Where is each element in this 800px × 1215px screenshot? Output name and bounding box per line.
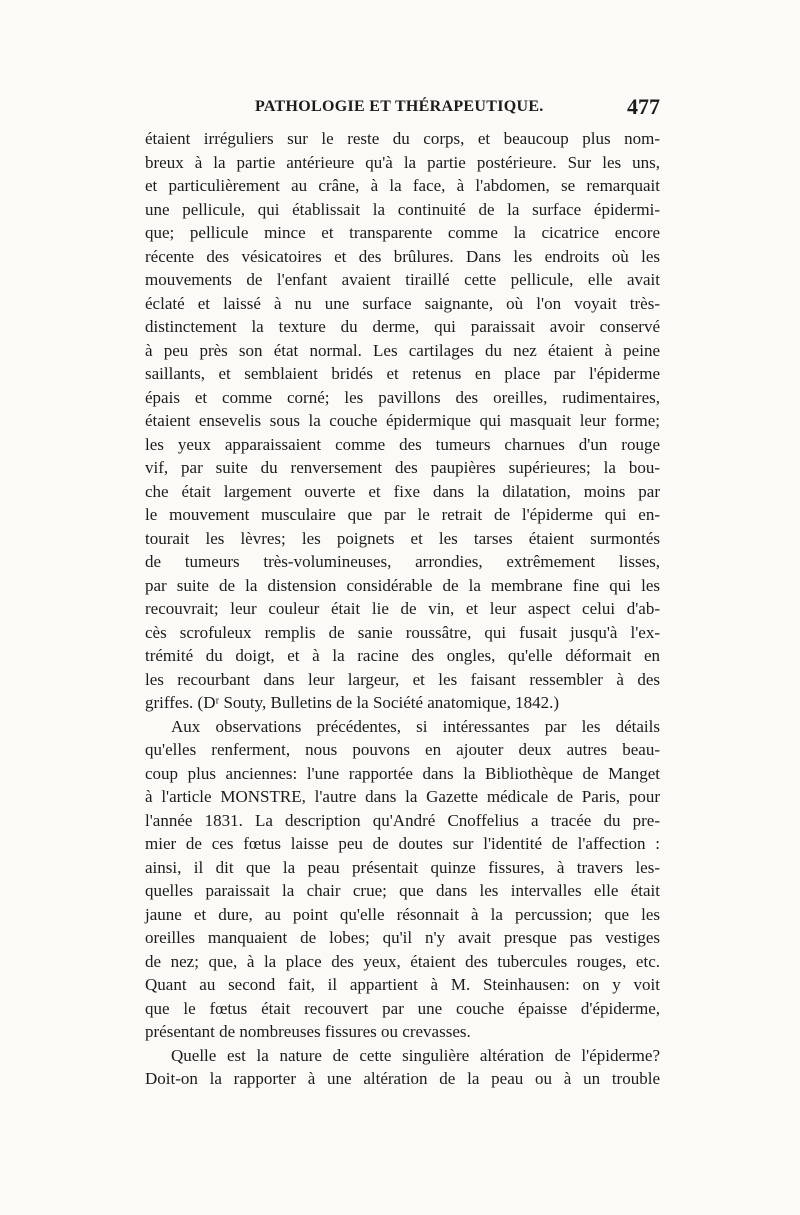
page-header [145,96,660,122]
running-title: PATHOLOGIE ET THÉRAPEUTIQUE. [255,98,544,115]
text-line: quelles paraissait la chair crue; que dans les intervalles elle était [145,881,660,900]
text-line: de nez; que, à la place des yeux, étaient des tubercules rouges, etc. [145,951,660,971]
text-line: le mouvement musculaire que par le retrait de l'épiderme qui en- [145,505,660,524]
text-line: que; pellicule mince et transparente comme la cicatrice encore [145,223,660,242]
text-line: l'année 1831. La description qu'André Cnoffelius a tracée du pre- [145,810,660,830]
text-line: tourait les lèvres; les poignets et les tarses étaient surmontés [145,528,660,548]
text-line: présentant de nombreuses fissures ou crevasses. [145,1022,471,1041]
text-line: griffes. (Dʳ Souty, Bulletins de la Société anatomique, 1842.) [145,693,559,712]
text-line: breux à la partie antérieure qu'à la partie postérieure. Sur les uns, [145,152,660,172]
text-line: coup plus anciennes: l'une rapportée dans la Bibliothèque de Manget [145,763,660,783]
text-line: récente des vésicatoires et des brûlures. Dans les endroits où les [145,246,660,266]
text-line: Doit-on la rapporter à une altération de la peau ou à un trouble [145,1069,660,1088]
text-line: à peu près son état normal. Les cartilages du nez étaient à peine [145,340,660,360]
paragraph-start-line: Quelle est la nature de cette singulière altération de l'épiderme? [171,1045,660,1065]
text-line: che était largement ouverte et fixe dans la dilatation, moins par [145,481,660,501]
text-line: cès scrofuleux remplis de sanie roussâtre, qui fusait jusqu'à l'ex- [145,622,660,642]
text-line: trémité du doigt, et à la racine des ongles, qu'elle déformait en [145,646,660,665]
text-line: une pellicule, qui établissait la continuité de la surface épidermi- [145,199,660,219]
text-line: mouvements de l'enfant avaient tiraillé cette pellicule, elle avait [145,270,660,289]
text-line: de tumeurs très-volumineuses, arrondies, extrêmement lisses, [145,552,660,571]
text-line: saillants, et semblaient bridés et retenus en place par l'épiderme [145,364,660,383]
text-line: ainsi, il dit que la peau présentait quinze fissures, à travers les- [145,857,660,877]
text-line: épais et comme corné; les pavillons des oreilles, rudimentaires, [145,387,660,407]
text-line: distinctement la texture du derme, qui paraissait avoir conservé [145,317,660,336]
text-line: qu'elles renferment, nous pouvons en ajouter deux autres beau- [145,740,660,759]
text-line: Quant au second fait, il appartient à M. Steinhausen: on y voit [145,975,660,994]
text-line: les recourbant dans leur largeur, et les faisant ressembler à des [145,669,660,689]
text-line: mier de ces fœtus laisse peu de doutes sur l'identité de l'affection : [145,834,660,853]
text-line: et particulièrement au crâne, à la face, à l'abdomen, se remarquait [145,176,660,195]
text-line: que le fœtus était recouvert par une couche épaisse d'épiderme, [145,998,660,1018]
page-number: 477 [627,94,660,119]
text-line: les yeux apparaissaient comme des tumeurs charnues d'un rouge [145,434,660,454]
text-line: par suite de la distension considérable de la membrane fine qui les [145,575,660,595]
paragraph-start-line: Aux observations précédentes, si intéressantes par les détails [171,716,660,736]
text-line: vif, par suite du renversement des paupières supérieures; la bou- [145,458,660,477]
text-line: éclaté et laissé à nu une surface saignante, où l'on voyait très- [145,293,660,313]
text-line: étaient irréguliers sur le reste du corps, et beaucoup plus nom- [145,129,660,148]
text-line: à l'article MONSTRE, l'autre dans la Gazette médicale de Paris, pour [145,787,660,806]
text-line: oreilles manquaient de lobes; qu'il n'y avait presque pas vestiges [145,928,660,947]
body-text [145,127,660,1091]
text-line: étaient ensevelis sous la couche épidermique qui masquait leur forme; [145,411,660,430]
text-line: recouvrait; leur couleur était lie de vin, et leur aspect celui d'ab- [145,599,660,618]
text-line: jaune et dure, au point qu'elle résonnait à la percussion; que les [145,904,660,924]
